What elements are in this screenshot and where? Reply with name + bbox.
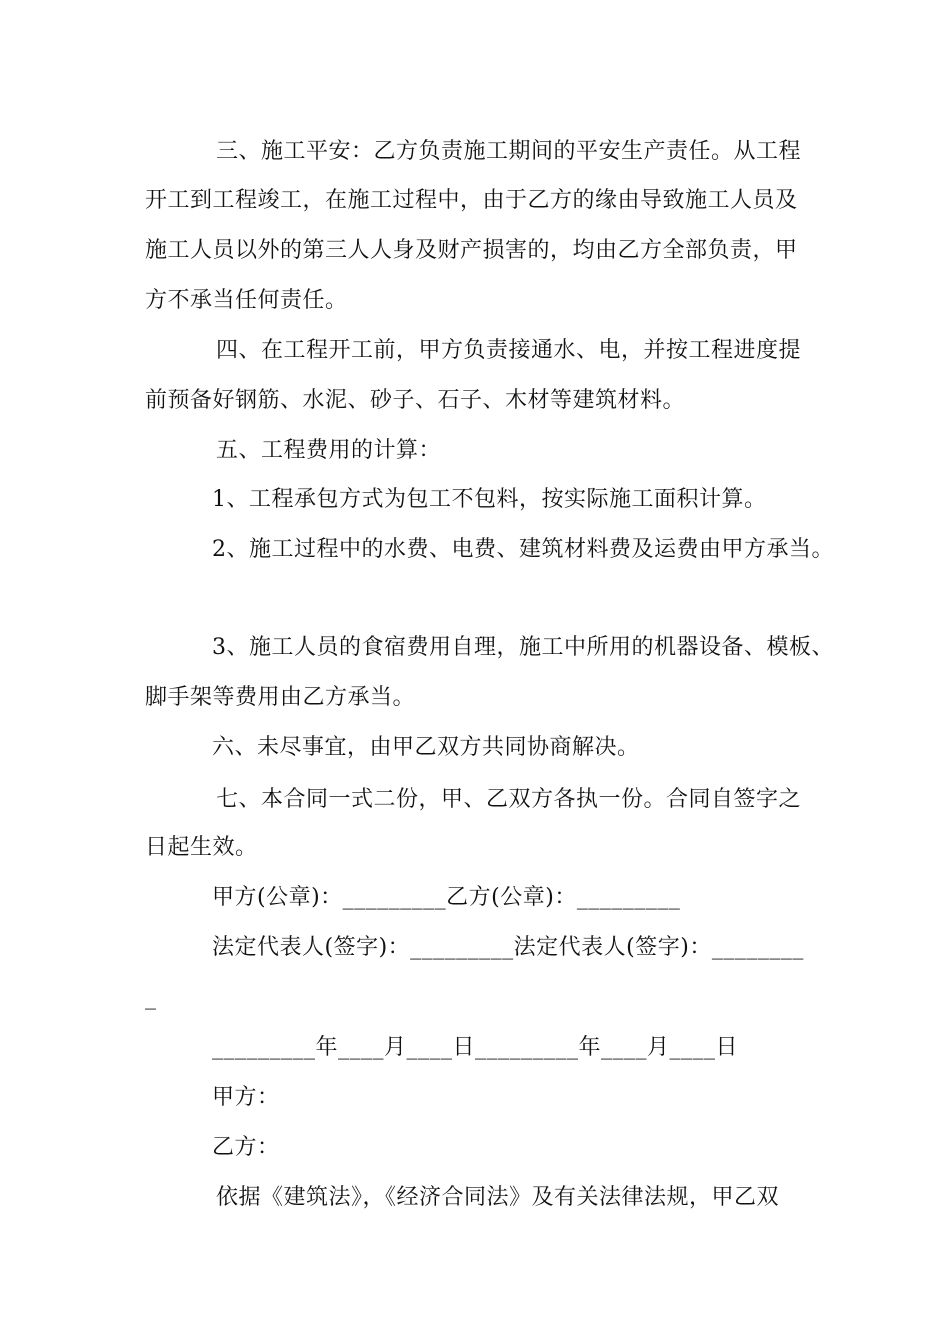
- paragraph-4-line-2: 前预备好钢筋、水泥、砂子、石子、木材等建筑材料。: [145, 388, 686, 413]
- paragraph-5-item-3-line-2: 脚手架等费用由乙方承当。: [145, 685, 416, 710]
- paragraph-5-item-1: 1、工程承包方式为包工不包料，按实际施工面积计算。: [212, 487, 767, 512]
- paragraph-6: 六、未尽事宜，由甲乙双方共同协商解决。: [212, 735, 640, 760]
- paragraph-5-item-2: 2、施工过程中的水费、电费、建筑材料费及运费由甲方承当。: [212, 537, 834, 562]
- paragraph-5-heading: 五、工程费用的计算：: [216, 438, 442, 463]
- paragraph-3-line-1: 三、施工平安：乙方负责施工期间的平安生产责任。从工程: [216, 139, 802, 164]
- paragraph-3-line-3: 施工人员以外的第三人人身及财产损害的，均由乙方全部负责，甲: [145, 238, 798, 263]
- party-a-label: 甲方：: [212, 1085, 280, 1110]
- paragraph-5-item-3-line-1: 3、施工人员的食宿费用自理，施工中所用的机器设备、模板、: [212, 635, 834, 660]
- seal-line: 甲方(公章)：_________乙方(公章)：_________: [212, 885, 681, 910]
- representative-signature-line: 法定代表人(签字)：_________法定代表人(签字)：________: [212, 935, 804, 960]
- paragraph-4-line-1: 四、在工程开工前，甲方负责接通水、电，并按工程进度提: [216, 338, 802, 363]
- paragraph-3-line-4: 方不承当任何责任。: [145, 288, 348, 313]
- paragraph-7-line-1: 七、本合同一式二份，甲、乙双方各执一份。合同自签字之: [216, 787, 802, 812]
- signature-line-overflow: _: [145, 985, 157, 1010]
- party-b-label: 乙方：: [212, 1135, 280, 1160]
- paragraph-7-line-2: 日起生效。: [145, 835, 258, 860]
- date-line: _________年____月____日_________年____月____日: [212, 1035, 739, 1060]
- preamble-line-1: 依据《建筑法》，《经济合同法》及有关法律法规，甲乙双: [216, 1185, 780, 1210]
- paragraph-3-line-2: 开工到工程竣工，在施工过程中，由于乙方的缘由导致施工人员及: [145, 188, 798, 213]
